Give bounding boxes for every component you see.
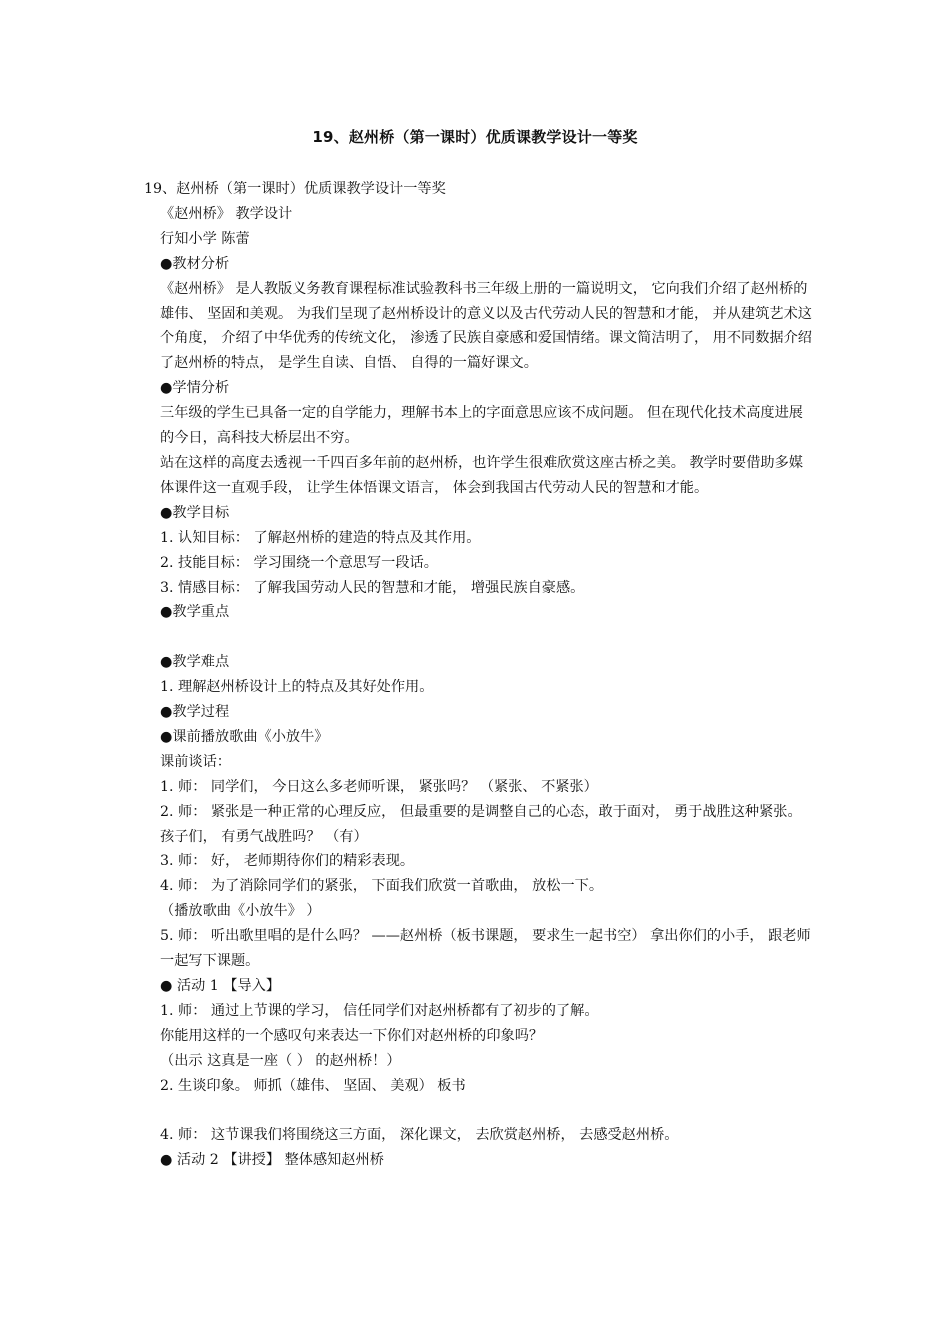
paragraph: 4. 师： 为了消除同学们的紧张， 下面我们欣赏一首歌曲， 放松一下。 <box>160 878 604 895</box>
paragraph: 4. 师： 这节课我们将围绕这三方面， 深化课文， 去欣赏赵州桥， 去感受赵州桥。 <box>160 1127 679 1144</box>
paragraph: 1. 认知目标： 了解赵州桥的建造的特点及其作用。 <box>160 529 481 546</box>
paragraph: 2. 技能目标： 学习围绕一个意思写一段话。 <box>160 554 438 571</box>
blank-line <box>144 625 812 650</box>
paragraph: 站在这样的高度去透视一千四百多年前的赵州桥，也许学生很难欣赏这座古桥之美。 教学时要借助多媒体课件这一直观手段， 让学生体悟课文语言， 体会到我国古代劳动人民的智慧和才能。 <box>160 454 803 496</box>
paragraph: （播放歌曲《小放牛》 ） <box>160 903 321 920</box>
paragraph: 课前谈话： <box>160 753 231 770</box>
document-title: 19、赵州桥（第一课时）优质课教学设计一等奖 <box>312 128 638 146</box>
document-body <box>144 177 812 1173</box>
paragraph: ●教学重点 <box>160 604 230 621</box>
blank-line <box>144 1099 812 1124</box>
paragraph: ● 活动 1 【导入】 <box>160 977 281 994</box>
paragraph: 3. 师： 好， 老师期待你们的精彩表现。 <box>160 853 415 870</box>
paragraph: ●学情分析 <box>160 380 230 397</box>
paragraph: ●教学难点 <box>160 654 230 671</box>
paragraph: ●教学目标 <box>160 504 230 521</box>
paragraph: 2. 师： 紧张是一种正常的心理反应， 但最重要的是调整自己的心态，敢于面对， 勇于战胜这种紧张。 孩子们， 有勇气战胜吗？ （有） <box>160 803 802 845</box>
paragraph: ●教学过程 <box>160 704 230 721</box>
paragraph: 《赵州桥》 教学设计 <box>160 205 293 222</box>
paragraph: 19、赵州桥（第一课时）优质课教学设计一等奖 <box>144 181 446 197</box>
paragraph: 1. 理解赵州桥设计上的特点及其好处作用。 <box>160 679 434 696</box>
paragraph: ●教材分析 <box>160 255 230 272</box>
paragraph: 5. 师： 听出歌里唱的是什么吗？ ——赵州桥（板书课题， 要求生一起书空） 拿出你们的小手， 跟老师一起写下课题。 <box>160 928 811 970</box>
paragraph: 3. 情感目标： 了解我国劳动人民的智慧和才能， 增强民族自豪感。 <box>160 579 585 596</box>
paragraph: ● 活动 2 【讲授】 整体感知赵州桥 <box>160 1152 384 1169</box>
paragraph: 《赵州桥》 是人教版义务教育课程标准试验教科书三年级上册的一篇说明文， 它向我们介绍了赵州桥的雄伟、 坚固和美观。 为我们呈现了赵州桥设计的意义以及古代劳动人民的智慧和才能， 并从建筑艺术这个角度， 介绍了中华优秀的传统文化， 渗透了民族自豪感和爱国情绪。课文简洁明了， 用不同数据介绍了赵州桥的特点， 是学生自读、自悟、 自得的一篇好课文。 <box>160 280 812 372</box>
paragraph: （出示 这真是一座（ ） 的赵州桥！） <box>160 1052 401 1069</box>
paragraph: 三年级的学生已具备一定的自学能力，理解书本上的字面意思应该不成问题。 但在现代化技术高度进展的今日，高科技大桥层出不穷。 <box>160 405 803 447</box>
paragraph: ●课前播放歌曲《小放牛》 <box>160 728 329 745</box>
paragraph: 1. 师： 同学们， 今日这么多老师听课， 紧张吗？ （紧张、 不紧张） <box>160 778 598 795</box>
paragraph: 行知小学 陈蕾 <box>160 230 250 247</box>
paragraph: 1. 师： 通过上节课的学习， 信任同学们对赵州桥都有了初步的了解。 <box>160 1002 599 1019</box>
paragraph: 你能用这样的一个感叹句来表达一下你们对赵州桥的印象吗？ <box>160 1027 544 1044</box>
paragraph: 2. 生谈印象。 师抓（雄伟、 坚固、 美观） 板书 <box>160 1077 466 1094</box>
